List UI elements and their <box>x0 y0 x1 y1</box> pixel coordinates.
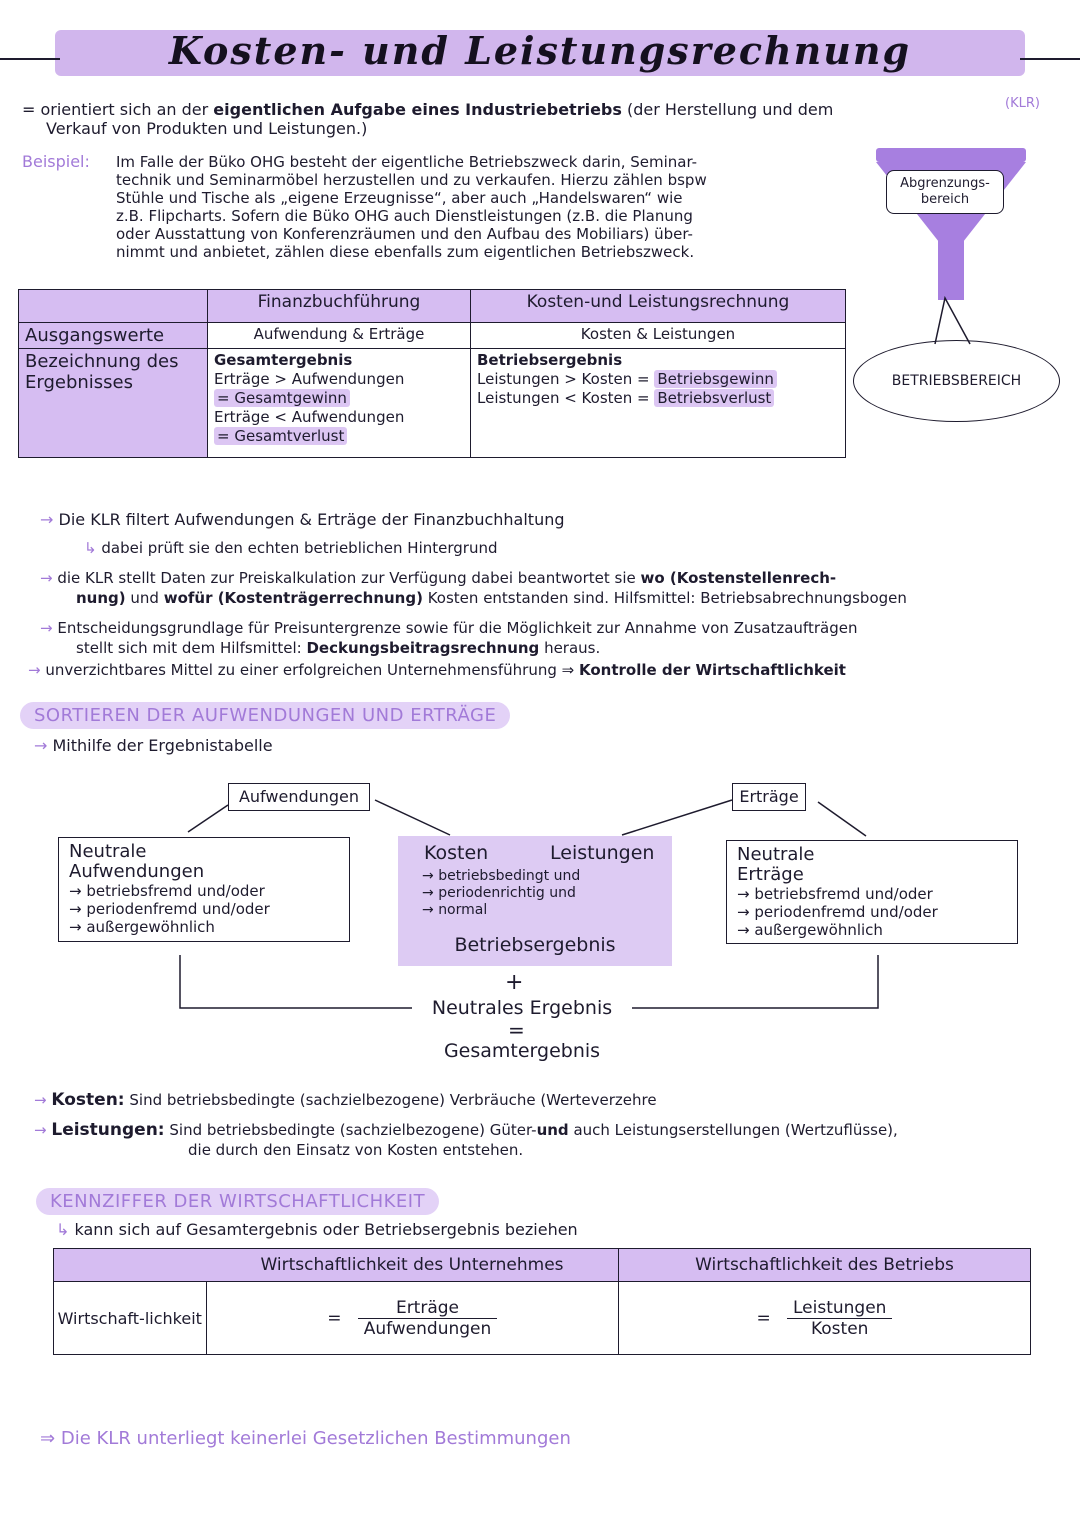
row-label-ausgangswerte: Ausgangswerte <box>19 323 208 349</box>
example-line: nimmt und anbietet, zählen diese ebenfalls zum eigentlichen Betriebszweck. <box>116 243 695 261</box>
list-item-text: periodenfremd und/oder <box>86 900 270 918</box>
klr-title: Betriebsergebnis <box>477 351 623 369</box>
list-item: → betriebsfremd und/oder <box>69 882 265 900</box>
list-item: → außergewöhnlich <box>737 921 883 939</box>
row-label-ergebnis: Bezeichnung des Ergebnisses <box>19 349 208 458</box>
arrow-icon: → <box>34 736 48 755</box>
header-klr: Kosten-und Leistungsrechnung <box>471 290 846 323</box>
list-item: → periodenfremd und/oder <box>737 903 938 921</box>
footer-text: Die KLR unterliegt keinerlei Gesetzlichen Bestimmungen <box>60 1428 571 1449</box>
example-label: Beispiel: <box>22 152 90 171</box>
equals-sign: = <box>327 1308 342 1328</box>
arrow-icon: → <box>40 510 54 529</box>
header-finanzbuchfuehrung: Finanzbuchführung <box>208 290 471 323</box>
fb-gesamtverlust: = Gesamtverlust <box>214 427 347 445</box>
example-line: Stühle und Tische als „eigene Erzeugnisse“, aber auch „Handelswaren“ wie <box>116 189 683 207</box>
klr-tag: (KLR) <box>1005 96 1040 111</box>
equals-sign: = <box>756 1308 771 1328</box>
label-leistungen: Leistungen <box>550 842 655 864</box>
list-item-text: periodenfremd und/oder <box>754 903 938 921</box>
list-item-text: betriebsfremd und/oder <box>86 882 265 900</box>
definition-leistungen <box>34 1120 1064 1160</box>
example-line: technik und Seminarmöbel herzustellen und zu verkaufen. Hierzu zählen bspw <box>116 171 707 189</box>
definition-label: Kosten: <box>51 1090 125 1110</box>
list-item-text: periodenrichtig und <box>438 885 576 901</box>
double-arrow-icon: ⇒ <box>40 1428 56 1449</box>
arrow-icon: → <box>28 661 41 679</box>
intro-suffix: (der Herstellung und dem <box>621 100 834 119</box>
arrow-icon: → <box>40 619 53 637</box>
definition-text: die durch den Einsatz von Kosten entstehen. <box>188 1141 524 1159</box>
table-row <box>54 1282 1031 1355</box>
fraction-denominator: Kosten <box>810 1318 869 1339</box>
intro-prefix: = orientiert sich an der <box>22 100 214 119</box>
definition-text: auch Leistungserstellungen (Wertzuflüsse), <box>568 1121 898 1139</box>
list-item-text: betriebsbedingt und <box>438 868 581 884</box>
klr-line: Leistungen > Kosten = <box>477 370 655 388</box>
list-item: → betriebsfremd und/oder <box>737 885 933 903</box>
section-sub-text: kann sich auf Gesamtergebnis oder Betriebsergebnis beziehen <box>74 1220 578 1239</box>
bubble-betriebsbereich: BETRIEBSBEREICH <box>853 340 1060 422</box>
list-item: → betriebsbedingt und <box>422 868 581 884</box>
cell-aufwendung-ertraege: Aufwendung & Erträge <box>208 323 471 349</box>
list-item: → periodenfremd und/oder <box>69 900 270 918</box>
label-neutrales-ergebnis: Neutrales Ergebnis <box>431 997 613 1019</box>
row-label-wirtschaftlichkeit: Wirtschaft-lichkeit <box>54 1282 207 1355</box>
section2-sub <box>56 1220 578 1240</box>
bullet-bold: wo (Kostenstellenrech- <box>640 569 837 587</box>
fb-title: Gesamtergebnis <box>214 351 353 369</box>
bullet-text: Die KLR filtert Aufwendungen & Erträge der Finanzbuchhaltung <box>58 510 565 529</box>
bullet-text: dabei prüft sie den echten betrieblichen Hintergrund <box>101 539 498 557</box>
list-item-text: normal <box>438 902 488 918</box>
bullet-text: und <box>125 589 164 607</box>
fb-line: Erträge > Aufwendungen <box>214 370 405 388</box>
label-ertraege: Erträge <box>732 783 806 811</box>
mid-list <box>422 868 580 919</box>
list-item-text: betriebsfremd und/oder <box>754 885 933 903</box>
cell-ratio-unternehmen <box>206 1282 619 1355</box>
section-sub-text: Mithilfe der Ergebnistabelle <box>52 736 273 755</box>
arrow-icon: → <box>34 1091 47 1109</box>
bullet-text: heraus. <box>539 639 601 657</box>
definition-text: Sind betriebsbedingte (sachzielbezogene) Verbräuche (Werteverzehre <box>129 1091 657 1109</box>
plus-sign: + <box>505 970 524 995</box>
funnel-label: Abgrenzungs-bereich <box>886 170 1004 214</box>
list-item-text: außergewöhnlich <box>86 918 215 936</box>
ratio-table <box>53 1248 1031 1355</box>
equals-sign: = <box>508 1018 525 1042</box>
arrow-icon: → <box>34 1121 47 1139</box>
intro-bold: eigentlichen Aufgabe eines Industriebetriebs <box>213 100 622 119</box>
label-aufwendungen: Aufwendungen <box>228 783 370 811</box>
bullet-bold: Deckungsbeitragsrechnung <box>306 639 540 657</box>
list-item-text: außergewöhnlich <box>754 921 883 939</box>
box-neutrale-aufwendungen <box>58 837 350 942</box>
bullet-bold: nung) <box>76 589 126 607</box>
cell-ratio-betrieb <box>619 1282 1031 1355</box>
box-kosten-leistungen <box>398 836 672 966</box>
header-unternehmen: Wirtschaftlichkeit des Unternehmes <box>206 1249 619 1282</box>
return-arrow-icon: ↳ <box>56 1220 70 1239</box>
fraction-betrieb <box>787 1298 892 1339</box>
neutral-ertr-title: Neutrale Erträge <box>737 844 815 885</box>
footer-note <box>40 1428 571 1449</box>
bullet-text: Kosten entstanden sind. Hilfsmittel: Betriebsabrechnungsbogen <box>422 589 907 607</box>
section-title-kennziffer: KENNZIFFER DER WIRTSCHAFTLICHKEIT <box>36 1188 439 1215</box>
fb-gesamtgewinn: = Gesamtgewinn <box>214 389 350 407</box>
definition-bold: und <box>536 1121 569 1139</box>
bullet-text: die KLR stellt Daten zur Preiskalkulation zur Verfügung dabei beantwortet sie <box>57 569 641 587</box>
neutral-aufw-title: Neutrale Aufwendungen <box>69 841 205 882</box>
double-arrow-icon: ⇒ <box>561 661 575 679</box>
example-line: z.B. Flipcharts. Sofern die Büko OHG auch Dienstleistungen (z.B. die Planung <box>116 207 693 225</box>
klr-betriebsverlust: Betriebsverlust <box>654 389 774 407</box>
bullet-bold: wofür (Kostenträgerrechnung) <box>163 589 423 607</box>
klr-betriebsgewinn: Betriebsgewinn <box>654 370 777 388</box>
label-gesamtergebnis: Gesamtergebnis <box>443 1040 601 1062</box>
list-item: → normal <box>422 902 488 918</box>
header-betrieb: Wirtschaftlichkeit des Betriebs <box>619 1249 1031 1282</box>
cell-kosten-leistungen: Kosten & Leistungen <box>471 323 846 349</box>
box-neutrale-ertraege <box>726 840 1018 944</box>
definition-label: Leistungen: <box>51 1120 165 1140</box>
arrow-icon: → <box>40 569 53 587</box>
klr-line: Leistungen < Kosten = <box>477 389 655 407</box>
fb-line: Erträge < Aufwendungen <box>214 408 405 426</box>
label-betriebsergebnis: Betriebsergebnis <box>454 934 616 956</box>
fraction-numerator: Leistungen <box>787 1298 892 1319</box>
return-arrow-icon: ↳ <box>84 539 97 557</box>
fraction-numerator: Erträge <box>358 1298 498 1319</box>
list-item: → periodenrichtig und <box>422 885 576 901</box>
label-kosten: Kosten <box>424 842 489 864</box>
example-line: Im Falle der Büko OHG besteht der eigentliche Betriebszweck darin, Seminar- <box>116 153 698 171</box>
list-item: → außergewöhnlich <box>69 918 215 936</box>
definition-text: Sind betriebsbedingte (sachzielbezogene) Güter- <box>169 1121 537 1139</box>
fraction-denominator: Aufwendungen <box>363 1318 492 1339</box>
definition-kosten <box>34 1090 657 1110</box>
example-line: oder Ausstattung von Konferenzräumen und den Aufbau des Mobiliars) über- <box>116 225 693 243</box>
intro-line2: Verkauf von Produkten und Leistungen.) <box>46 119 368 138</box>
bullet-text: stellt sich mit dem Hilfsmittel: <box>76 639 307 657</box>
header-empty <box>54 1249 207 1282</box>
fraction-unternehmen <box>358 1298 498 1339</box>
page-title: Kosten- und Leistungsrechnung <box>168 28 912 73</box>
bullet-bold: Kontrolle der Wirtschaftlichkeit <box>579 661 846 679</box>
bullet-text: unverzichtbares Mittel zu einer erfolgreichen Unternehmensführung <box>45 661 557 679</box>
bullet-text: Entscheidungsgrundlage für Preisuntergrenze sowie für die Möglichkeit zur Annahme von Zusatzaufträgen <box>57 619 858 637</box>
table-header-row <box>54 1249 1031 1282</box>
section-title-sortieren: SORTIEREN DER AUFWENDUNGEN UND ERTRÄGE <box>20 702 510 729</box>
